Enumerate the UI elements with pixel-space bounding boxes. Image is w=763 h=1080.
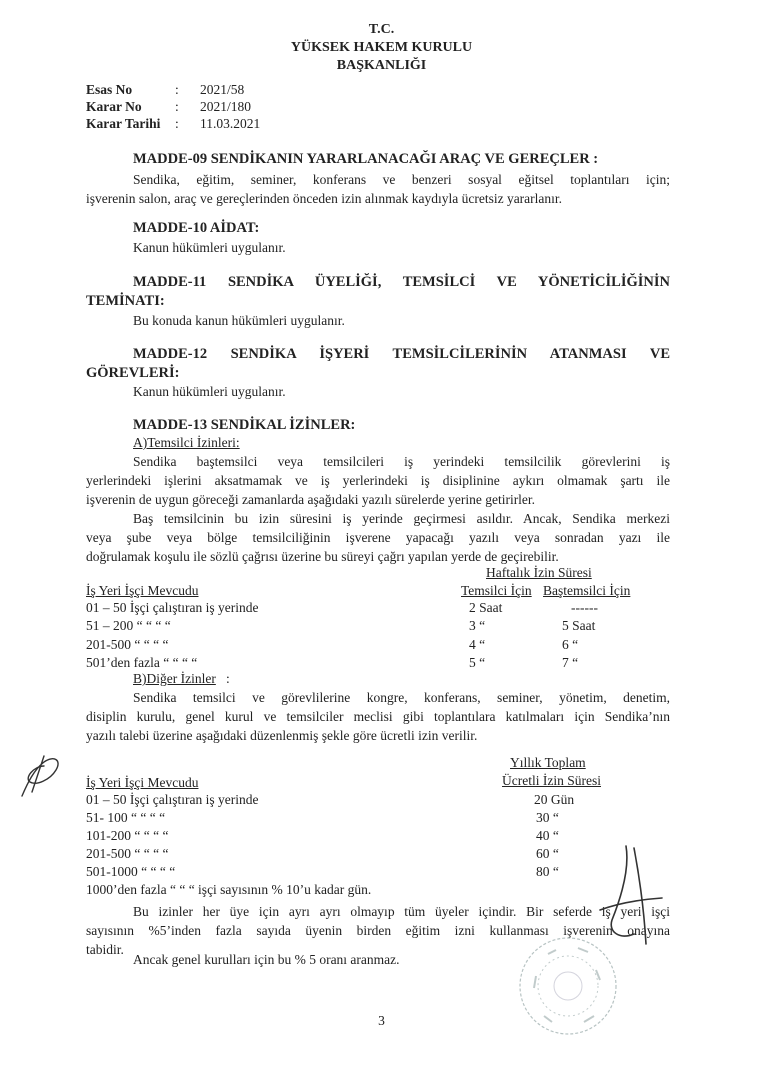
madde-09-body <box>86 170 670 208</box>
text-line: Baş temsilcinin bu izin süresini iş yerinde geçirmesi asıldır. Ancak, Sendika merkezi <box>133 511 670 526</box>
cell: 201-500 “ “ “ “ <box>86 637 169 652</box>
text-line: yazılı talebi üzerine aşağıdaki düzenlenmiş şekle göre ücretli izin verilir. <box>86 728 478 743</box>
text-line: doğrulamak koşulu ile sözlü çağrısı üzerine bu süreyi çağrı yapılan yerde de geçirebilir. <box>86 549 559 564</box>
cell: 1000’den fazla “ “ “ işçi sayısının % 10’u kadar gün. <box>86 882 372 897</box>
esas-no-label: Esas No <box>86 82 133 97</box>
text-line: sayısının %5’inden fazla sayıda üyenin birden eğitim izni kullanması işverenin onayına <box>86 923 670 938</box>
handwritten-initial <box>14 752 66 800</box>
temsilci-izinleri-heading: A)Temsilci İzinleri: <box>133 435 240 450</box>
page-number: 3 <box>378 1013 385 1028</box>
cell: 501’den fazla “ “ “ “ <box>86 655 198 670</box>
table-row <box>86 792 646 810</box>
header-tc: T.C. <box>368 22 395 37</box>
colon: : <box>175 82 179 97</box>
text-line: veya şube veya bölge temsilciliğinin işverene yapacağı yazılı veya sonradan yazı ile <box>86 530 670 545</box>
table1-col-mid: Temsilci İçin <box>461 583 532 598</box>
cell: 101-200 “ “ “ “ <box>86 828 169 843</box>
title-line: TEMİNATI: <box>86 293 165 309</box>
madde-11-body: Bu konuda kanun hükümleri uygulanır. <box>133 313 345 328</box>
table-row <box>86 810 646 828</box>
karar-tarihi-value: 11.03.2021 <box>200 116 261 131</box>
madde-10-body: Kanun hükümleri uygulanır. <box>133 240 286 255</box>
cell: 3 “ <box>469 618 486 633</box>
cell: 5 “ <box>469 655 486 670</box>
header-institution: YÜKSEK HAKEM KURULU <box>290 40 473 55</box>
table2-col-right: Ücretli İzin Süresi <box>502 773 601 788</box>
text-line: işverenin salon, araç ve gereçlerinden önceden izin alınmak kaydıyla ücretsiz yararlanır. <box>86 191 563 206</box>
title-line: GÖREVLERİ: <box>86 365 180 381</box>
diger-izinler-para-1 <box>86 688 670 745</box>
official-stamp-seal <box>508 930 626 1040</box>
cell: 51- 100 “ “ “ “ <box>86 810 166 825</box>
table-row <box>86 846 646 864</box>
header-presidency: BAŞKANLIĞI <box>336 58 427 73</box>
cell: 2 Saat <box>469 600 503 615</box>
madde-10-title: MADDE-10 AİDAT: <box>133 220 260 236</box>
diger-izinler-colon: : <box>215 671 230 686</box>
cell: 80 “ <box>536 864 559 879</box>
table-row <box>86 637 646 655</box>
text-line: tabidir. <box>86 942 124 957</box>
cell: 30 “ <box>536 810 559 825</box>
diger-izinler-para-3: Ancak genel kurulları için bu % 5 oranı aranmaz. <box>133 952 400 967</box>
temsilci-izinleri-para-1 <box>86 452 670 509</box>
karar-tarihi-label: Karar Tarihi <box>86 116 161 131</box>
madde-09-title: MADDE-09 SENDİKANIN YARARLANACAĞI ARAÇ VE GEREÇLER : <box>133 151 599 167</box>
text-line: Bu izinler her üye için ayrı ayrı olmayıp tüm üyeler içindir. Bir seferde iş yeri işçi <box>133 904 670 919</box>
cell: 51 – 200 “ “ “ “ <box>86 618 171 633</box>
table1-col-right: Baştemsilci İçin <box>543 583 631 598</box>
cell: 5 Saat <box>562 618 596 633</box>
text-line: Sendika baştemsilci veya temsilcileri iş yerindeki temsilcilik görevlerini iş <box>133 454 670 469</box>
cell: 201-500 “ “ “ “ <box>86 846 169 861</box>
cell: ------ <box>571 600 598 615</box>
text-line: Sendika temsilci ve görevlilerine kongre, konferans, seminer, yönetim, denetim, <box>133 690 670 705</box>
table-row <box>86 618 646 636</box>
table1-title: Haftalık İzin Süresi <box>486 565 592 580</box>
table1-col-left: İş Yeri İşçi Mevcudu <box>86 583 199 598</box>
temsilci-izinleri-para-2 <box>86 509 670 566</box>
diger-izinler-label: B)Diğer İzinler <box>133 671 216 686</box>
colon: : <box>175 116 179 131</box>
cell: 60 “ <box>536 846 559 861</box>
madde-11-title <box>86 273 670 311</box>
title-line: MADDE-11 SENDİKA ÜYELİĞİ, TEMSİLCİ VE YÖNETİCİLİĞİNİN <box>133 274 670 290</box>
esas-no-value: 2021/58 <box>200 82 245 97</box>
text-line: disiplin kurulu, genel kurul ve temsilciler meclisi gibi toplantılara katılmaları için Sendika’nın <box>86 709 670 724</box>
diger-izinler-heading <box>133 671 230 687</box>
madde-12-body: Kanun hükümleri uygulanır. <box>133 384 286 399</box>
table-row <box>86 600 646 618</box>
karar-no-label: Karar No <box>86 99 142 114</box>
madde-13-title: MADDE-13 SENDİKAL İZİNLER: <box>133 417 356 433</box>
colon: : <box>175 99 179 114</box>
table2-col-left: İş Yeri İşçi Mevcudu <box>86 775 199 790</box>
cell: 40 “ <box>536 828 559 843</box>
cell: 7 “ <box>562 655 579 670</box>
table-row <box>86 864 646 882</box>
table2-title: Yıllık Toplam <box>510 755 586 770</box>
cell: 4 “ <box>469 637 486 652</box>
table-row <box>86 882 646 900</box>
karar-no-value: 2021/180 <box>200 99 252 114</box>
cell: 501-1000 “ “ “ “ <box>86 864 176 879</box>
cell: 6 “ <box>562 637 579 652</box>
text-line: işverenin de uygun göreceği zamanlarda aşağıdaki yazılı sürelerde yerine getirirler. <box>86 492 536 507</box>
cell: 01 – 50 İşçi çalıştıran iş yerinde <box>86 792 259 807</box>
cell: 01 – 50 İşçi çalıştıran iş yerinde <box>86 600 259 615</box>
text-line: Sendika, eğitim, seminer, konferans ve benzeri sosyal eğitsel toplantıları için; <box>133 172 670 187</box>
cell: 20 Gün <box>534 792 575 807</box>
madde-12-title <box>86 345 670 383</box>
table-row <box>86 828 646 846</box>
title-line: MADDE-12 SENDİKA İŞYERİ TEMSİLCİLERİNİN ATANMASI VE <box>133 346 670 362</box>
text-line: yerlerindeki işlerini aksatmamak ve iş yerlerindeki iş disiplinine aykırı olmamak şartı ile <box>86 473 670 488</box>
